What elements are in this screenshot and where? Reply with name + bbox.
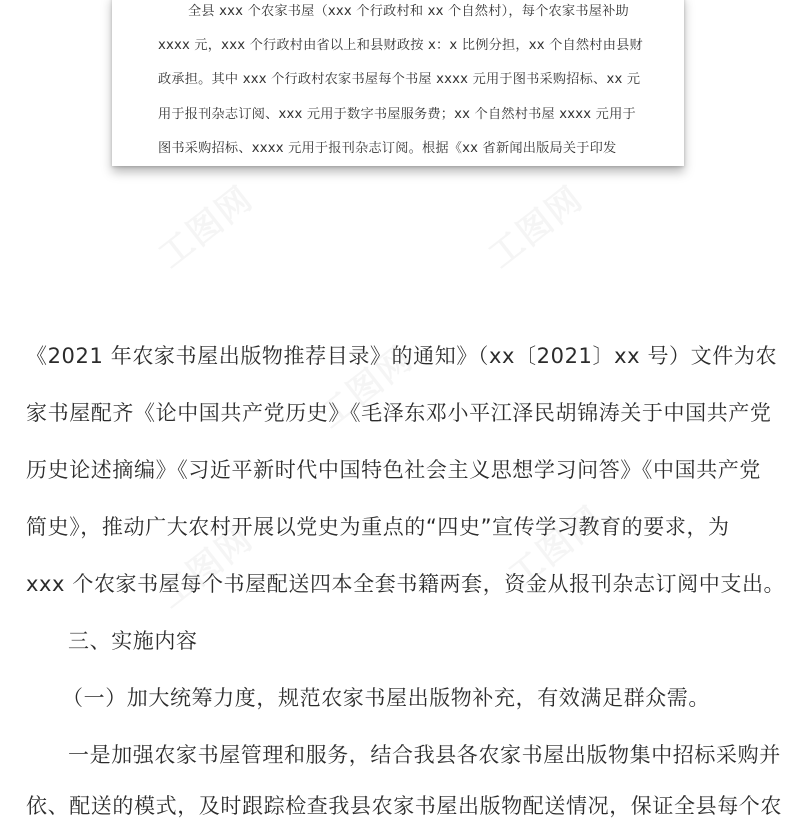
- watermark: 工图网: [151, 178, 262, 277]
- body-paragraph-line: 简史》，推动广大农村开展以党史为重点的“四史”宣传学习教育的要求，为: [26, 515, 730, 539]
- watermark: 工图网: [151, 518, 262, 617]
- body-paragraph-line: xxx 个农家书屋每个书屋配送四本全套书籍两套，资金从报刊杂志订阅中支出。: [26, 572, 786, 596]
- watermark: 工图网: [311, 338, 422, 437]
- document-preview-card: [112, 0, 684, 166]
- section-heading: 三、实施内容: [68, 629, 198, 653]
- preview-line: 政承担。其中 xxx 个行政村农家书屋每个书屋 xxxx 元用于图书采购招标、xx 元: [158, 72, 641, 87]
- body-paragraph-line: 依、配送的模式，及时跟踪检查我县农家书屋出版物配送情况，保证全县每个农: [26, 794, 782, 818]
- preview-line: xxxx 元，xxx 个行政村由省以上和县财政按 x：x 比例分担，xx 个自然村由县财: [158, 38, 643, 53]
- body-paragraph-line: 家书屋配齐《论中国共产党历史》《毛泽东邓小平江泽民胡锦涛关于中国共产党: [26, 401, 772, 425]
- preview-line: 图书采购招标、xxxx 元用于报刊杂志订阅。根据《xx 省新闻出版局关于印发: [158, 141, 617, 156]
- preview-line: 用于报刊杂志订阅、xxx 元用于数字书屋服务费；xx 个自然村书屋 xxxx 元用于: [158, 107, 636, 122]
- body-paragraph-line: 《2021 年农家书屋出版物推荐目录》的通知》（xx〔2021〕xx 号）文件为农: [26, 344, 778, 368]
- watermark: 工图网: [501, 498, 612, 597]
- subsection-heading: （一）加大统筹力度，规范农家书屋出版物补充，有效满足群众需。: [62, 686, 710, 710]
- body-paragraph-line: 一是加强农家书屋管理和服务，结合我县各农家书屋出版物集中招标采购并: [68, 743, 781, 767]
- preview-line: 全县 xxx 个农家书屋（xxx 个行政村和 xx 个自然村），每个农家书屋补助: [188, 4, 629, 19]
- watermark: 工图网: [481, 178, 592, 277]
- body-paragraph-line: 历史论述摘编》《习近平新时代中国特色社会主义思想学习问答》《中国共产党: [26, 458, 761, 482]
